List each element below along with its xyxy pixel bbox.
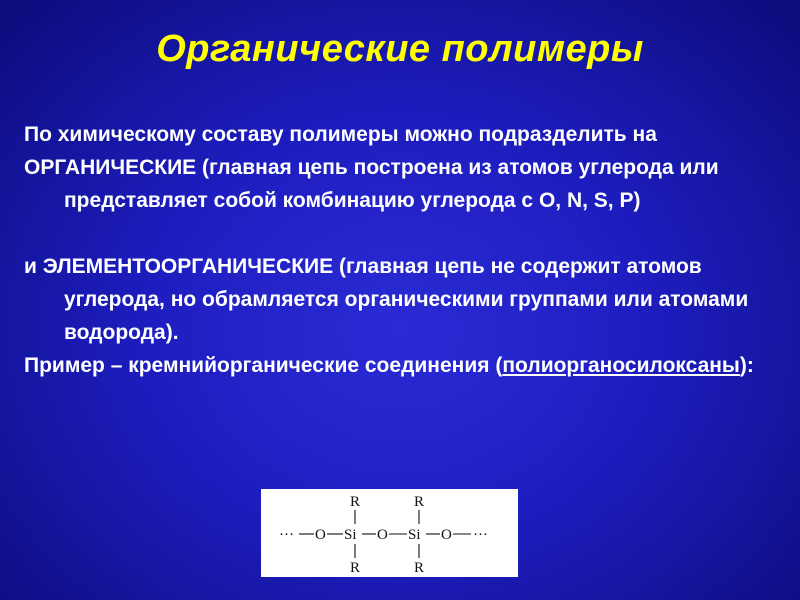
silicon-1: Si	[344, 527, 357, 543]
chain-dots-right: ···	[473, 527, 488, 543]
slide-title: Органические полимеры	[156, 28, 644, 70]
paragraph-gap	[24, 217, 784, 250]
radical-top-1: R	[350, 494, 361, 510]
polyorganosiloxanes-link[interactable]: полиорганосилоксаны	[502, 354, 740, 377]
example-suffix: ):	[739, 354, 754, 377]
silicon-2: Si	[408, 527, 421, 543]
example-paragraph	[24, 349, 784, 382]
siloxane-formula	[261, 489, 518, 577]
organic-paragraph: ОРГАНИЧЕСКИЕ (главная цепь построена из атомов углерода или представляет собой комбинацию углерода с O, N, S, P)	[24, 156, 719, 212]
chain-dots-left: ···	[279, 527, 294, 543]
slide-body	[24, 118, 784, 382]
oxygen-1: O	[315, 527, 326, 543]
oxygen-3: O	[441, 527, 452, 543]
intro-paragraph: По химическому составу полимеры можно подразделить на	[24, 123, 657, 146]
oxygen-2: O	[377, 527, 388, 543]
radical-top-2: R	[414, 494, 425, 510]
elementorganic-paragraph: и ЭЛЕМЕНТООРГАНИЧЕСКИЕ (главная цепь не содержит атомов углерода, но обрамляется органическими группами или атомами водорода).	[24, 255, 749, 344]
radical-bottom-2: R	[414, 560, 425, 576]
radical-bottom-1: R	[350, 560, 361, 576]
siloxane-structure-diagram	[261, 489, 518, 577]
example-prefix: Пример – кремнийорганические соединения (	[24, 354, 503, 377]
